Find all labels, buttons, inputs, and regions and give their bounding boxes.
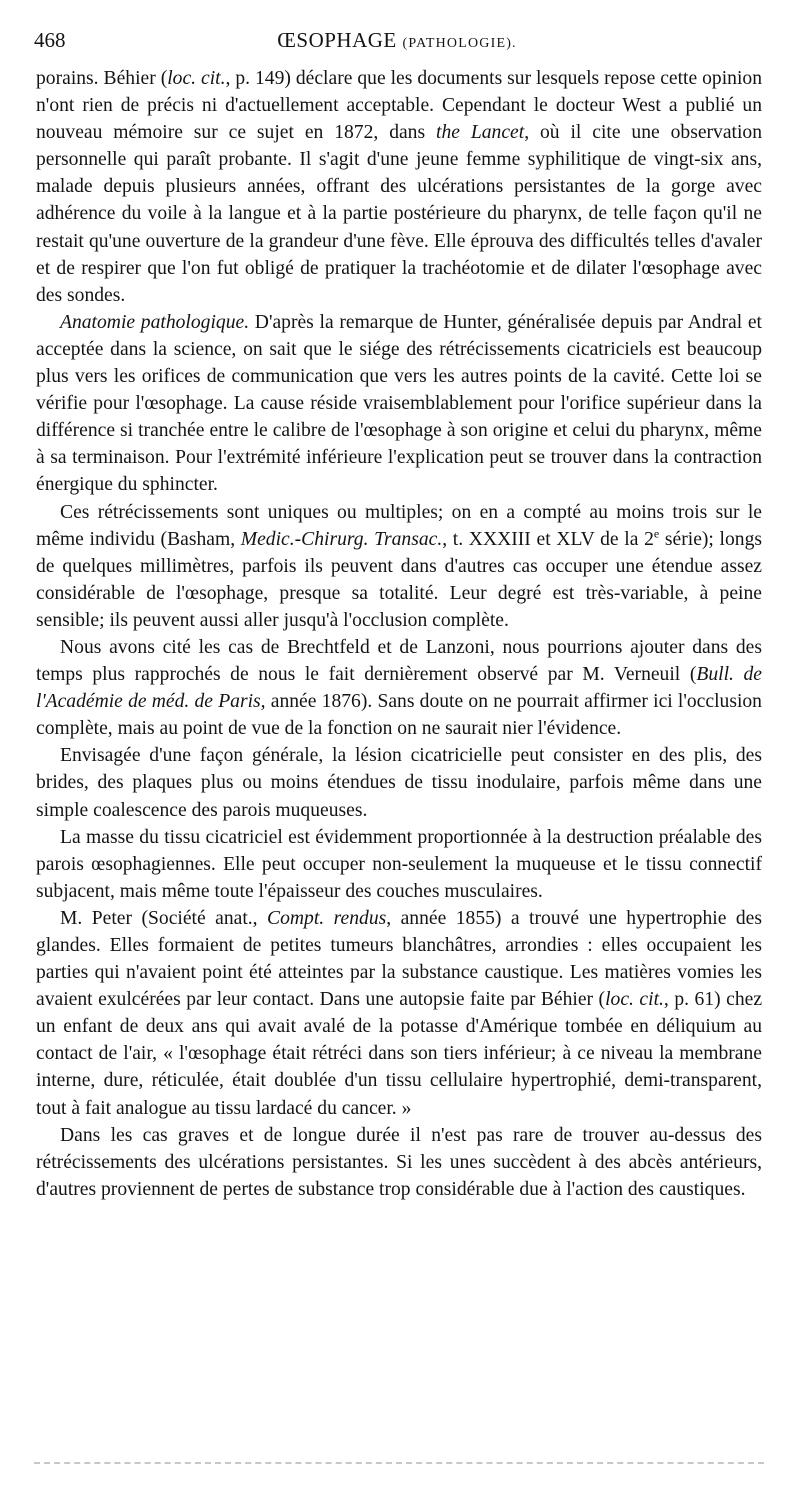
- text-run: La masse du tissu cicatriciel est évidemment proportionnée à la destruction préalable des parois œsophagiennes. Elle peut occuper non-seulement la muqueuse et le tissu connectif subjacent, mais même toute l'épaisseur des couches musculaires.: [36, 826, 762, 902]
- paragraph-5: [36, 742, 762, 823]
- text-run: , t. XXXIII et XLV de la 2: [442, 528, 654, 550]
- bottom-rule: [34, 1462, 764, 1464]
- header-subtitle: (PATHOLOGIE).: [402, 36, 517, 51]
- italic-citation: loc. cit.: [167, 68, 226, 89]
- text-run: Nous avons cité les cas de Brechtfeld et de Lanzoni, nous pourrions ajouter dans des temps plus rapprochés de nous le fait dernièrement observé par M. Verneuil (: [36, 636, 762, 686]
- text-run: D'après la remarque de Hunter, généralisée depuis par Andral et acceptée dans la science, on sait que le siége des rétrécissements cicatriciels est beaucoup plus vers les orifices de communication que vers les autres points de la cavité. Cette loi se vérifie pour l'œsophage. La cause réside vraisemblablement pour l'orifice supérieur dans la différence si tranchée entre le calibre de l'œsophage à son origine et celui du pharynx, même à sa terminaison. Pour l'extrémité inférieure l'explication peut se trouver dans la contraction énergique du sphincter.: [36, 311, 762, 496]
- text-run: Ces rétrécissements sont uniques ou multiples; on en a compté au moins trois sur le même individu (Basham,: [36, 501, 762, 550]
- text-run: , p. 61) chez un enfant de deux ans qui avait avalé de la potasse d'Amérique tombée en déliquium au contact de l'air, « l'œsophage était rétréci dans son tiers inférieur; à ce niveau la membrane interne, dure, réticulée, était doublée d'un tissu cellulaire hypertrophié, demi-transparent, tout à fait analogue au tissu lardacé du cancer. »: [36, 989, 763, 1119]
- paragraph-8: [36, 1122, 762, 1203]
- paragraph-3: [36, 499, 762, 634]
- italic-journal: Bull. de l'Académie de méd. de Paris,: [36, 664, 762, 713]
- text-run: année 1876). Sans doute on ne pourrait affirmer ici l'occlusion complète, mais au point de vue de la fonction on ne saurait nier l'évidence.: [36, 691, 762, 740]
- paragraph-6: [36, 824, 762, 905]
- paragraph-1: [36, 65, 762, 309]
- text-run: , p. 149) déclare que les documents sur lesquels repose cette opinion n'ont rien de précis ni d'actuellement acceptable. Cependant le docteur West a publié un nouveau mémoire sur ce sujet en 1872, dans: [36, 68, 763, 144]
- text-run: porains. Béhier (: [36, 68, 168, 89]
- paragraph-7: [36, 905, 762, 1122]
- text-run: Envisagée d'une façon générale, la lésion cicatricielle peut consister en des plis, des brides, des plaques plus ou moins étendues de tissu inodulaire, parfois même dans une simple coalescence des parois muqueuses.: [36, 745, 762, 821]
- superscript: e: [653, 526, 660, 541]
- paragraph-2: [36, 309, 762, 499]
- text-run: , où il cite une observation personnelle qui paraît probante. Il s'agit d'une jeune femme syphilitique de vingt-six ans, malade depuis plusieurs années, offrant des ulcérations persistantes de la gorge avec adhérence du voile à la langue et à la partie postérieure du pharynx, de telle façon qu'il ne restait qu'une ouverture de la grandeur d'une fève. Elle éprouva des difficultés telles d'avaler et de respirer que l'on fut obligé de pratiquer la trachéotomie et de dilater l'œsophage avec des sondes.: [36, 122, 763, 306]
- running-head: [32, 28, 762, 58]
- italic-journal: the Lancet: [436, 122, 525, 144]
- italic-journal: Medic.-Chirurg. Transac.: [240, 528, 443, 550]
- text-run: M. Peter (Société anat.,: [60, 907, 268, 929]
- italic-citation: loc. cit.: [605, 989, 664, 1011]
- text-run: Dans les cas graves et de longue durée il n'est pas rare de trouver au-dessus des rétrécissements des ulcérations persistantes. Si les unes succèdent à des abcès antérieurs, d'autres proviennent de pertes de substance trop considérable due à l'action des caustiques.: [36, 1124, 762, 1200]
- page-number: 468: [34, 28, 66, 52]
- section-heading-inline: Anatomie pathologique.: [60, 311, 250, 333]
- paragraph-4: [36, 634, 762, 742]
- header-title: ŒSOPHAGE: [277, 28, 397, 52]
- body-text: [36, 65, 762, 1203]
- running-title: [32, 28, 762, 53]
- text-run: , année 1855) a trouvé une hypertrophie des glandes. Elles formaient de petites tumeurs blanchâtres, arrondies : elles occupaient les parties qui n'avaient point été atteintes par la substance caustique. Les matières vomies les avaient exulcérées par leur contact. Dans une autopsie faite par Béhier (: [36, 907, 762, 1011]
- italic-journal: Compt. rendus: [267, 907, 387, 929]
- text-run: série); longs de quelques millimètres, parfois ils peuvent dans d'autres cas occuper une étendue assez considérable de l'œsophage, presque sa totalité. Leur degré est très-variable, à peine sensible; ils peuvent aussi aller jusqu'à l'occlusion complète.: [36, 528, 763, 631]
